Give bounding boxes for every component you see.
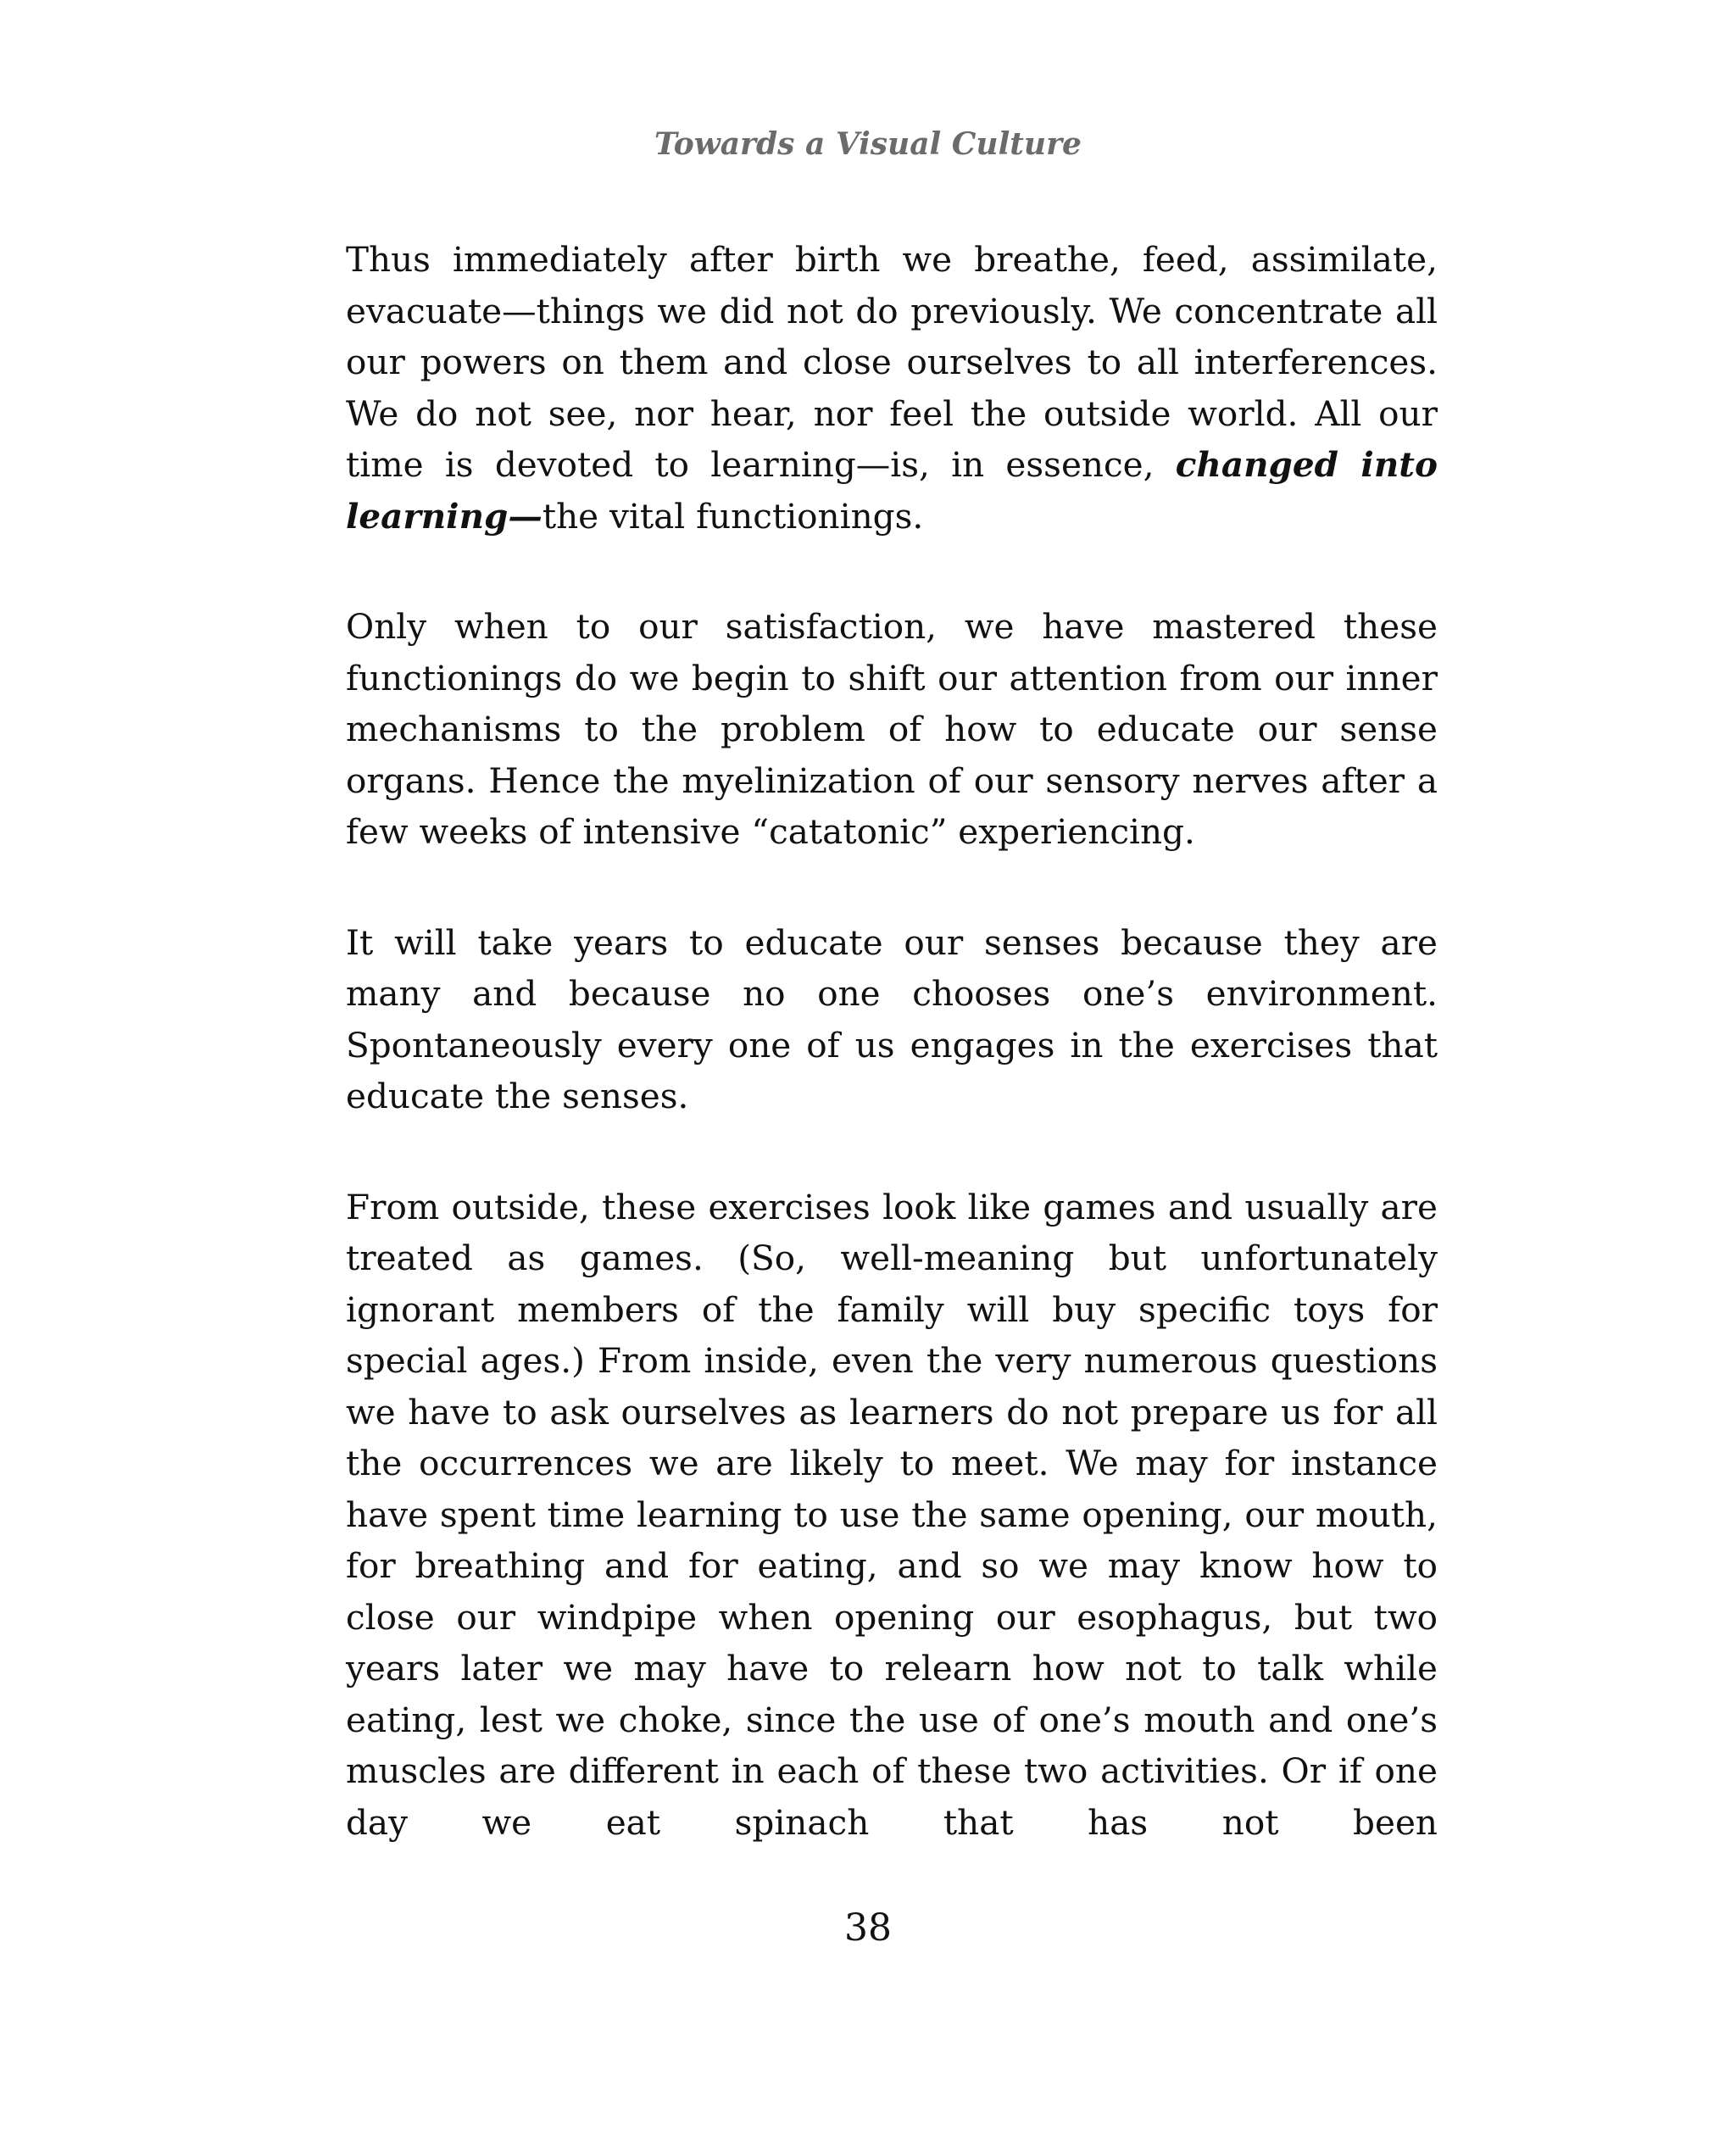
page-number: 38 [844,1906,892,1950]
body-text [346,234,1438,1848]
paragraph-3: It will take years to educate our senses because they are many and because no one chooses one’s environment. Spontaneously every one of us engages in the exercises that educate the senses. [346,921,1438,1116]
running-head: Towards a Visual Culture [654,126,1082,162]
paragraph-1 [346,234,1438,542]
paragraph-4: From outside, these exercises look like games and usually are treated as games. (So, well-meaning but unfortunately ignorant members of the family will buy specific toys for special ages.) From inside, even the very numerous questions we have to ask ourselves as learners do not prepare us for all the occurrences we are likely to meet. We may for instance have spent time learning to use the same opening, our mouth, for breathing and for eating, and so we may know how to close our windpipe when opening our esophagus, but two years later we may have to relearn how not to talk while eating, lest we choke, since the use of one’s mouth and one’s muscles are different in each of these two activities. Or if one day we eat spinach that has not been [346,1186,1438,1843]
emphasis-changed-into-learning: changed into learning— [346,444,1438,537]
paragraph-1-text-end: the vital functionings. [542,495,924,537]
paragraph-2: Only when to our satisfaction, we have mastered these functionings do we begin to shift our attention from our inner mechanisms to the problem of how to educate our sense organs. Hence the myelinization of our sensory nerves after a few weeks of intensive “catatonic” experiencing. [346,606,1438,852]
paragraph-1-text: Thus immediately after birth we breathe, feed, assimilate, evacuate—things we did not do previously. We concentrate all our powers on them and close ourselves to all interferences. We do not see, nor hear, nor feel the outside world. All our time is devoted to learning—is, in essence, [346,239,1438,485]
